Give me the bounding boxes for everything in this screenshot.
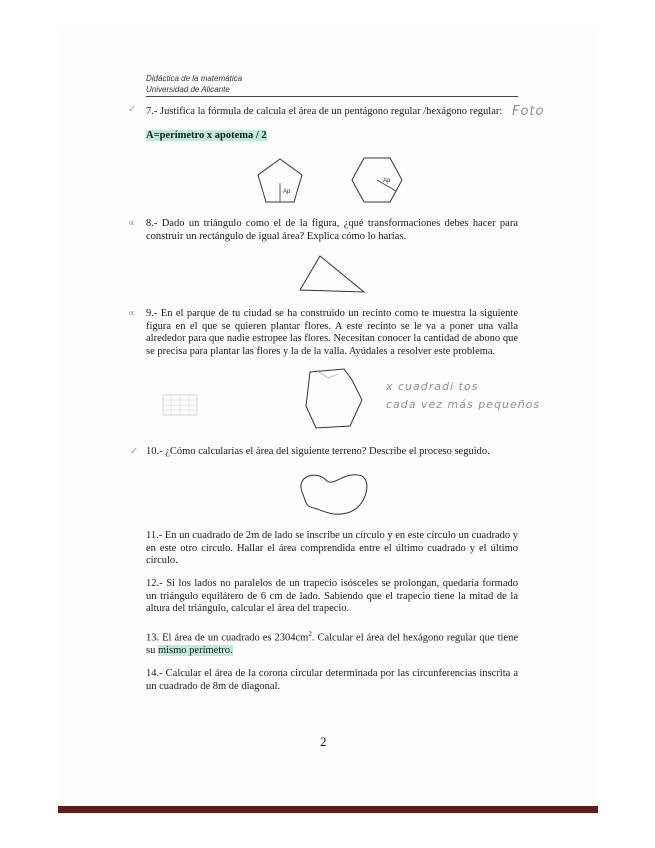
university-name: Universidad de Alicante <box>146 85 230 94</box>
question-7: 7.- Justifica la fórmula de calcula el área de un pentágono regular /hexágono regular: <box>146 106 503 117</box>
pentagon-figure <box>255 156 305 206</box>
question-14: 14.- Calcular el área de la corona circular determinada por las circunferencias inscrita a un cuadrado de 8m de diagonal. <box>146 668 518 692</box>
q7-check-mark: ✓ <box>128 104 137 115</box>
q8-mark: ∝ <box>128 218 136 229</box>
q9-mark: ∝ <box>128 308 136 319</box>
question-11: 11.- En un cuadrado de 2m de lado se inscribe un círculo y en este círculo un cuadrado y en este otro círculo. Hallar el área comprendida entre el último cuadrado y el último círculo. <box>146 530 518 566</box>
header-divider <box>146 96 518 97</box>
question-8: 8.- Dado un triángulo como el de la figura, ¿qué transformaciones debes hacer para construir un rectángulo de igual área? Explica cómo lo harías. <box>146 218 518 242</box>
question-7-answer: A=perímetro x apotema / 2 <box>146 130 267 141</box>
pentagon-ap-label: Ap <box>283 189 291 195</box>
handwritten-foto: Foto <box>512 104 545 119</box>
course-title: Didáctica de la matemática <box>146 74 243 83</box>
hexagon-figure <box>350 156 404 204</box>
enclosure-figure <box>302 366 364 430</box>
handwritten-note-line1: x cuadradi tos <box>386 380 479 393</box>
question-12: 12.- Si los lados no paralelos de un trapecio isósceles se prolongan, quedaría formado un triángulo equilátero de 6 cm de lado. Sabiendo que el trapecio tiene la mitad de la altura del triángulo, calcular el área del trapecio. <box>146 578 518 614</box>
terrain-figure <box>292 468 372 518</box>
question-9: 9.- En el parque de tu ciudad se ha construido un recinto como te muestra la siguiente figura en el que se quieren plantar flores. A este recinto se le va a poner una valla alrededor para que nadie estropee las flores. Necesitan conocer la cantidad de abono que se precisa para plantar las flores y la de la valla. Ayúdales a resolver este problema. <box>146 308 518 357</box>
hexagon-ap-label: Ap <box>383 178 391 184</box>
q10-check-mark: ✓ <box>130 446 139 457</box>
page-number: 2 <box>320 734 327 749</box>
scan-edge <box>58 806 598 813</box>
handwritten-note-line2: cada vez más pequeños <box>386 398 541 411</box>
triangle-figure <box>298 254 366 294</box>
grid-sketch <box>162 394 198 416</box>
question-10: 10.- ¿Cómo calcularías el área del siguiente terreno? Describe el proceso seguido. <box>146 446 490 457</box>
question-13: 13. El área de un cuadrado es $2304cm^2$. Calcular el área del hexágono regular que tiene su mismo perímetro. <box>146 630 518 656</box>
